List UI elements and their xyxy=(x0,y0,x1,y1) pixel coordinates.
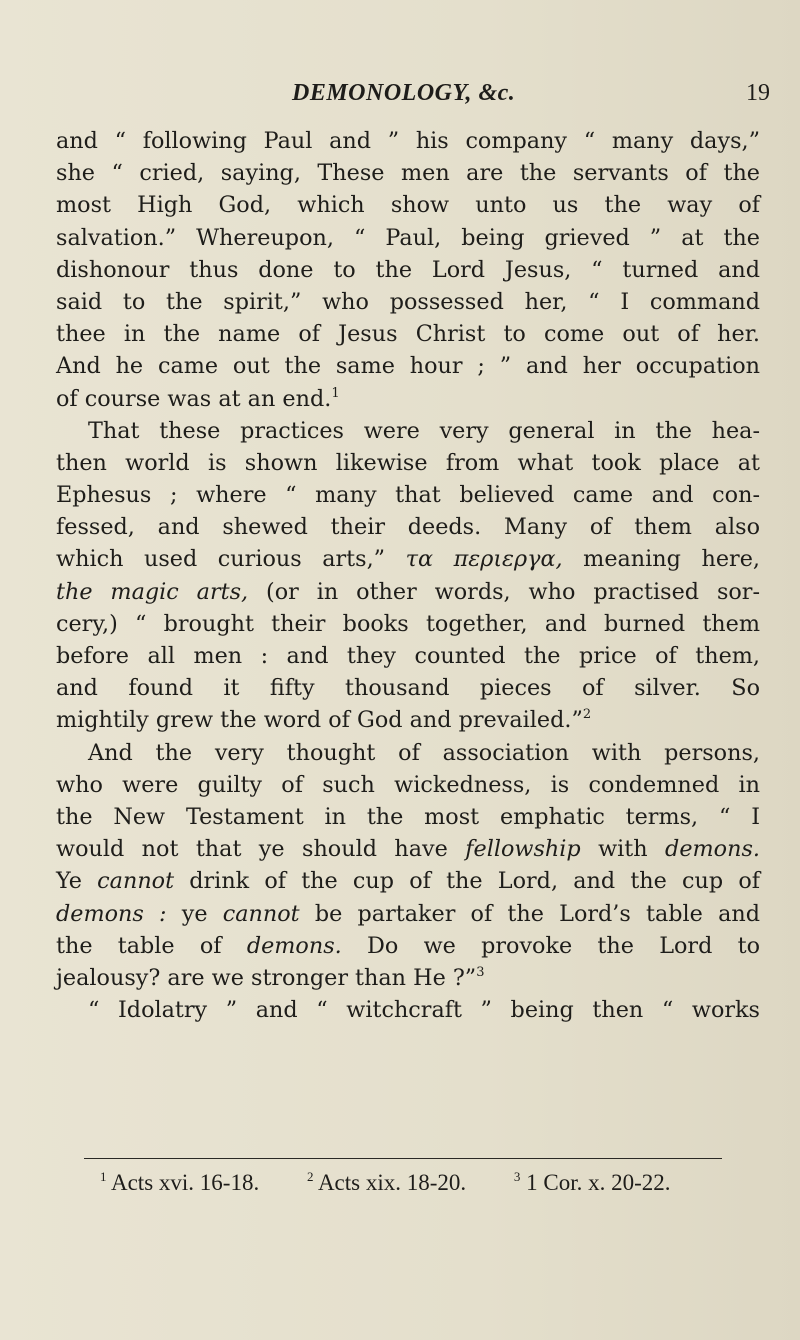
footnote-ref: 3 xyxy=(476,964,485,980)
text-line: “ Idolatry ” and “ witchcraft ” being then “ works xyxy=(88,997,760,1024)
text-line: And he came out the same hour ; ” and her occupation xyxy=(56,353,760,380)
text-line: mightily grew the word of God and prevailed.”$^2$ xyxy=(56,707,592,734)
text-line: and found it fifty thousand pieces of silver. So xyxy=(56,675,760,702)
text-line: cery,) “ brought their books together, and burned them xyxy=(56,610,760,637)
footnote: $^1$ Acts xvi. 16-18. xyxy=(100,1169,260,1195)
text-line: would not that ye should have fellowship with demons. xyxy=(56,836,760,863)
text-line: the table of demons. Do we provoke the Lord to xyxy=(56,932,760,959)
text-line: thee in the name of Jesus Christ to come out of her. xyxy=(56,321,760,348)
italic-phrase: cannot xyxy=(97,868,175,895)
text-line: and “ following Paul and ” his company “ many days,” xyxy=(56,128,760,154)
italic-phrase: fellowship xyxy=(465,836,581,863)
text-line: Ye cannot drink of the cup of the Lord, and the cup of xyxy=(56,868,760,895)
italic-phrase: the magic arts, xyxy=(56,578,249,605)
text-line: demons : ye cannot be partaker of the Lord’s table and xyxy=(56,900,760,927)
footnote-ref: 1 xyxy=(331,385,340,401)
footnotes xyxy=(100,1170,740,1196)
body-text xyxy=(56,125,760,1026)
greek-phrase: τα περιεργα, xyxy=(405,546,563,573)
text-line: And the very thought of association with persons, xyxy=(88,739,760,766)
running-title: DEMONOLOGY, &c. xyxy=(292,80,516,106)
text-line: which used curious arts,” τα περιεργα, meaning here, xyxy=(56,546,760,573)
page-number: 19 xyxy=(746,80,770,106)
italic-phrase: demons. xyxy=(665,836,760,863)
text-line: most High God, which show unto us the way of xyxy=(56,192,760,219)
text-line: said to the spirit,” who possessed her, “ I command xyxy=(56,288,760,315)
text-line: jealousy? are we stronger than He ?”$^3$ xyxy=(56,964,485,991)
text-line: before all men : and they counted the price of them, xyxy=(56,643,760,669)
text-line: salvation.” Whereupon, “ Paul, being grieved ” at the xyxy=(56,224,760,251)
page-header xyxy=(0,80,800,116)
italic-phrase: cannot xyxy=(222,900,300,927)
text-line: of course was at an end.$^1$ xyxy=(56,385,340,412)
text-line: who were guilty of such wickedness, is condemned in xyxy=(56,771,760,798)
text-line: Ephesus ; where “ many that believed came and con- xyxy=(56,482,760,509)
text-line: she “ cried, saying, These men are the servants of the xyxy=(56,160,760,187)
text-line: then world is shown likewise from what took place at xyxy=(56,449,760,476)
text-line: dishonour thus done to the Lord Jesus, “ turned and xyxy=(56,256,760,283)
footnote-ref: 2 xyxy=(582,707,592,723)
text-line: the New Testament in the most emphatic terms, “ I xyxy=(56,803,760,830)
footnote-divider xyxy=(84,1158,722,1159)
italic-phrase: demons : xyxy=(56,900,167,927)
footnote: $^2$ Acts xix. 18-20. xyxy=(306,1169,467,1195)
text-line: That these practices were very general in the hea- xyxy=(88,417,760,444)
footnote: $^3$ 1 Cor. x. 20-22. xyxy=(513,1169,671,1195)
text-line: fessed, and shewed their deeds. Many of them also xyxy=(56,514,760,541)
text-line: the magic arts, (or in other words, who practised sor- xyxy=(56,578,761,605)
italic-phrase: demons. xyxy=(246,932,342,959)
